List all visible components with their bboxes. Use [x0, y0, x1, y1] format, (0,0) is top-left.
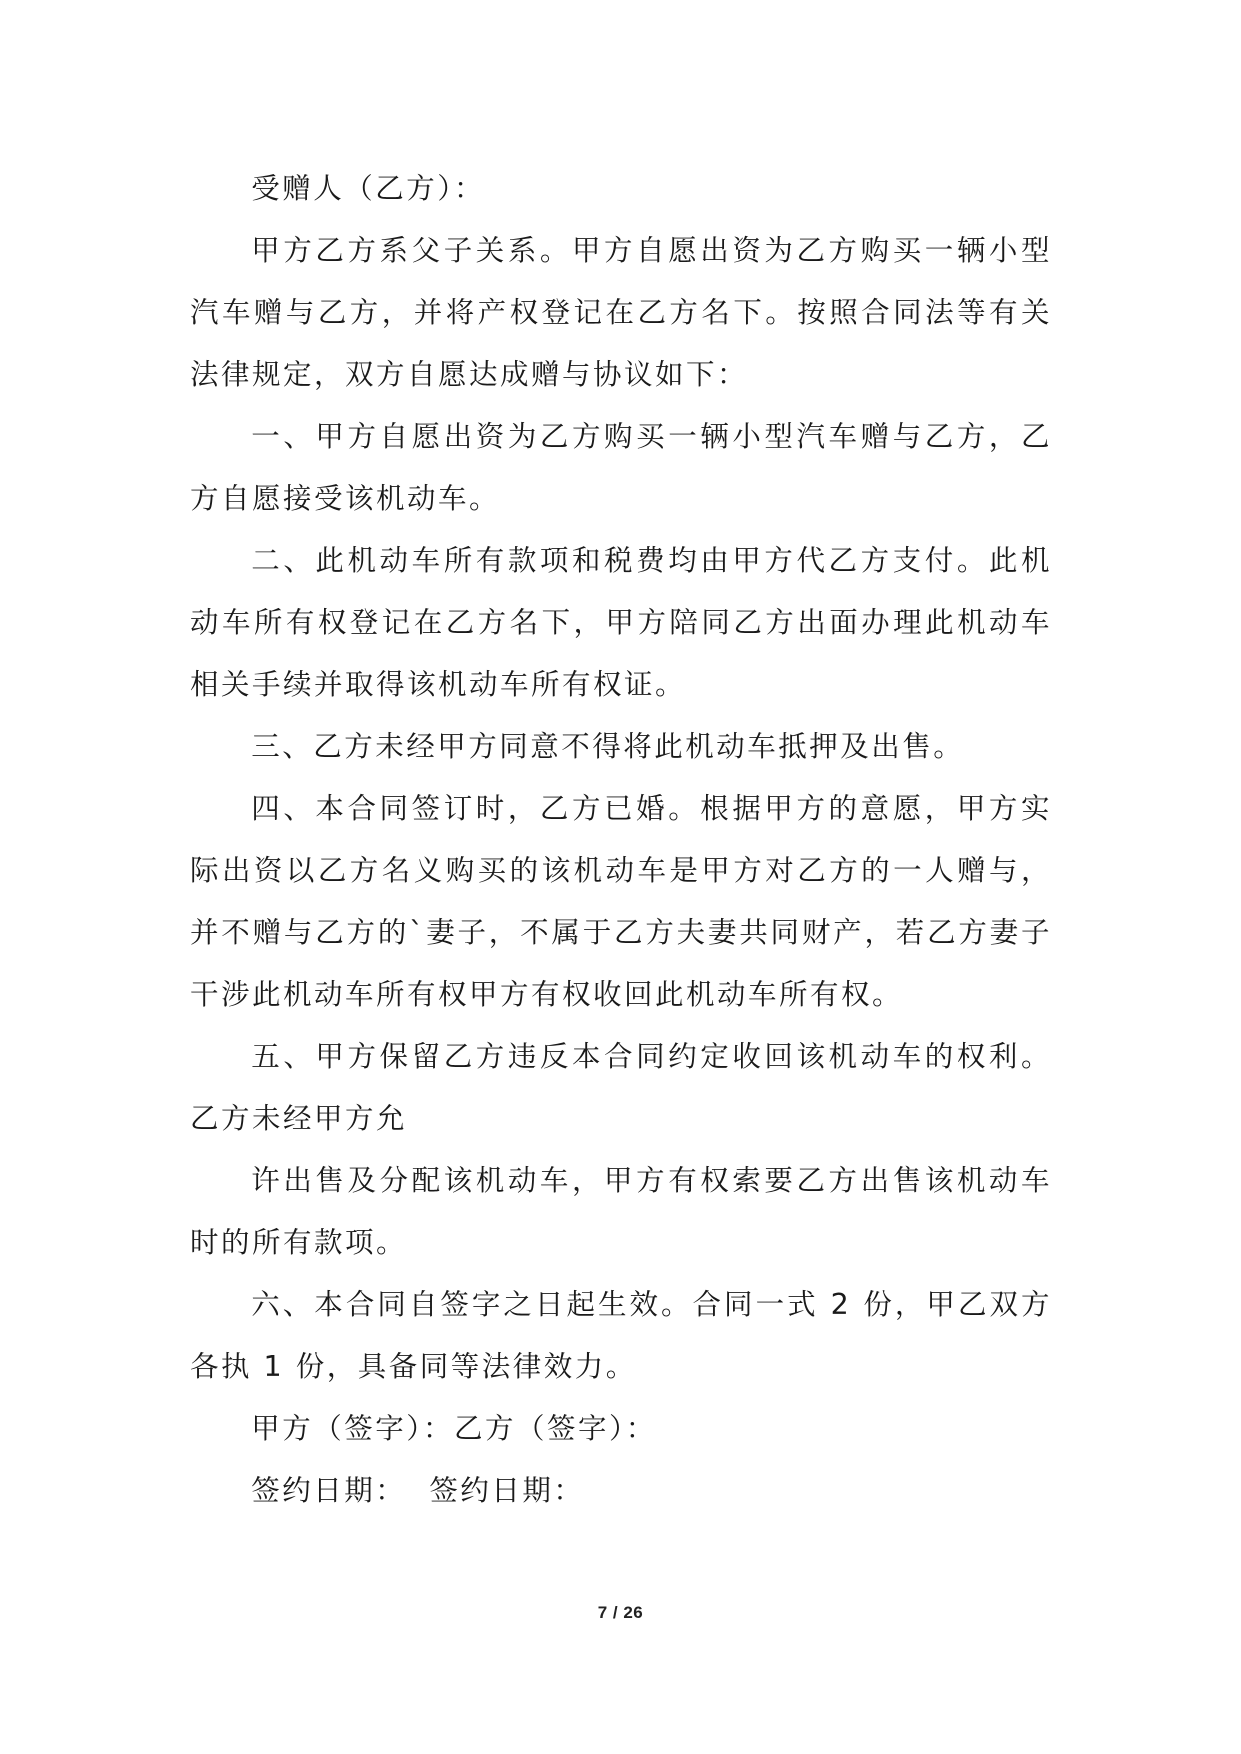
clause-1: 一、甲方自愿出资为乙方购买一辆小型汽车赠与乙方，乙方自愿接受该机动车。 [190, 420, 1052, 515]
recipient-line: 受赠人（乙方）： [251, 172, 486, 205]
signature-line: 甲方（签字）：乙方（签字）： [251, 1412, 657, 1445]
clause-5: 五、甲方保留乙方违反本合同约定收回该机动车的权利。乙方未经甲方允 [190, 1040, 1052, 1135]
clause-3: 三、乙方未经甲方同意不得将此机动车抵押及出售。 [251, 730, 965, 763]
date-line: 签约日期： 签约日期： [251, 1474, 585, 1507]
contract-body [190, 158, 1052, 1522]
clause-6: 六、本合同自签字之日起生效。合同一式 2 份，甲乙双方各执 1 份，具备同等法律效力。 [190, 1288, 1052, 1383]
clause-5-continued: 许出售及分配该机动车，甲方有权索要乙方出售该机动车时的所有款项。 [190, 1164, 1052, 1259]
clause-4: 四、本合同签订时，乙方已婚。根据甲方的意愿，甲方实际出资以乙方名义购买的该机动车是甲方对乙方的一人赠与，并不赠与乙方的`妻子，不属于乙方夫妻共同财产，若乙方妻子干涉此机动车所有权甲方有权收回此机动车所有权。 [190, 792, 1052, 1011]
page-number: 7 / 26 [597, 1603, 644, 1622]
preamble-paragraph: 甲方乙方系父子关系。甲方自愿出资为乙方购买一辆小型汽车赠与乙方，并将产权登记在乙方名下。按照合同法等有关法律规定，双方自愿达成赠与协议如下： [190, 234, 1052, 391]
clause-2: 二、此机动车所有款项和税费均由甲方代乙方支付。此机动车所有权登记在乙方名下，甲方陪同乙方出面办理此机动车相关手续并取得该机动车所有权证。 [190, 544, 1052, 701]
